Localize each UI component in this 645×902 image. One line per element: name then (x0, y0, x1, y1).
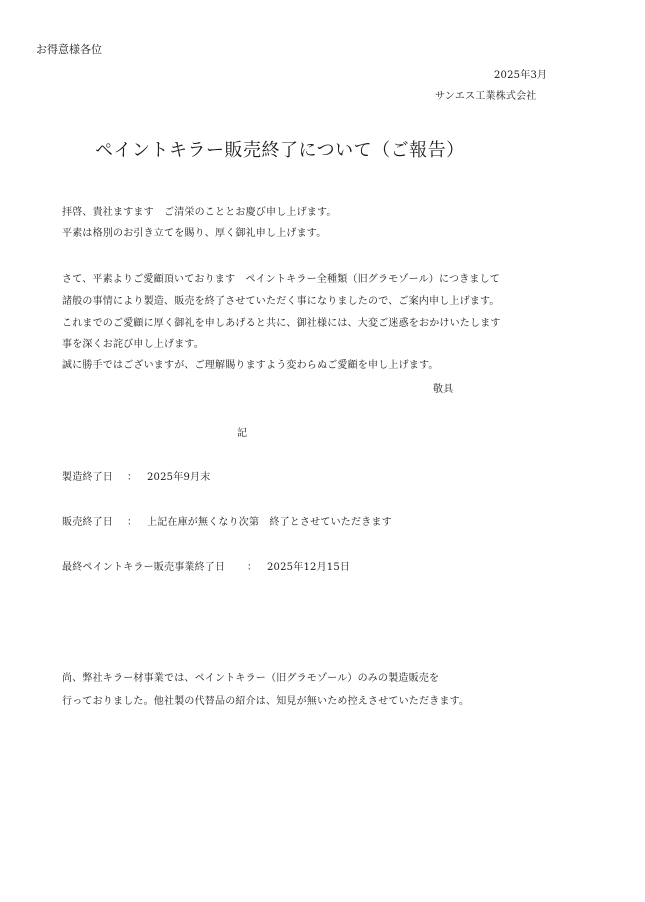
closing-keigu: 敬具 (433, 384, 454, 395)
greeting-line-1: 拝啓、貴社ますます ご清栄のこととお慶び申し上げます。 (62, 207, 337, 218)
detail-label: 販売終了日 (62, 517, 113, 528)
body-line-2: 諸般の事情により製造、販売を終了させていただく事になりましたので、ご案内申し上げます。 (62, 296, 500, 307)
detail-separator: ： (127, 472, 138, 483)
body-line-3: これまでのご愛顧に厚く御礼を申しあげると共に、御社様には、大変ご迷惑をおかけいたします (62, 318, 501, 329)
ki-heading: 記 (237, 428, 248, 439)
greeting-line-2: 平素は格別のお引き立てを賜り、厚く御礼申し上げます。 (62, 228, 327, 239)
detail-value: 上記在庫が無くなり次第 終了とさせていただきます (147, 517, 392, 528)
detail-separator: ： (247, 562, 258, 573)
addressee: お得意様各位 (36, 43, 102, 56)
detail-separator: ： (127, 517, 138, 528)
detail-label: 製造終了日 (62, 472, 113, 483)
detail-label: 最終ペイントキラー販売事業終了日 (62, 562, 226, 573)
note-line-2: 行っておりました。他社製の代替品の紹介は、知見が無いため控えさせていただきます。 (62, 696, 470, 707)
body-line-1: さて、平素よりご愛顧頂いております ペイントキラー全種類（旧グラモゾール）につきまして (62, 274, 500, 285)
note-line-1: 尚、弊社キラー材事業では、ペイントキラー（旧グラモゾール）のみの製造販売を (62, 673, 440, 684)
body-line-4: 事を深くお詫び申し上げます。 (62, 339, 204, 350)
page-title: ペイントキラー販売終了について（ご報告） (95, 140, 465, 161)
letter-date: 2025年3月 (494, 70, 548, 81)
detail-value: 2025年9月末 (147, 472, 211, 483)
sender-company: サンエス工業株式会社 (435, 91, 537, 102)
detail-value: 2025年12月15日 (267, 562, 351, 573)
body-line-5: 誠に勝手ではございますが、ご理解賜りますよう変わらぬご愛顧を申し上げます。 (62, 360, 439, 371)
